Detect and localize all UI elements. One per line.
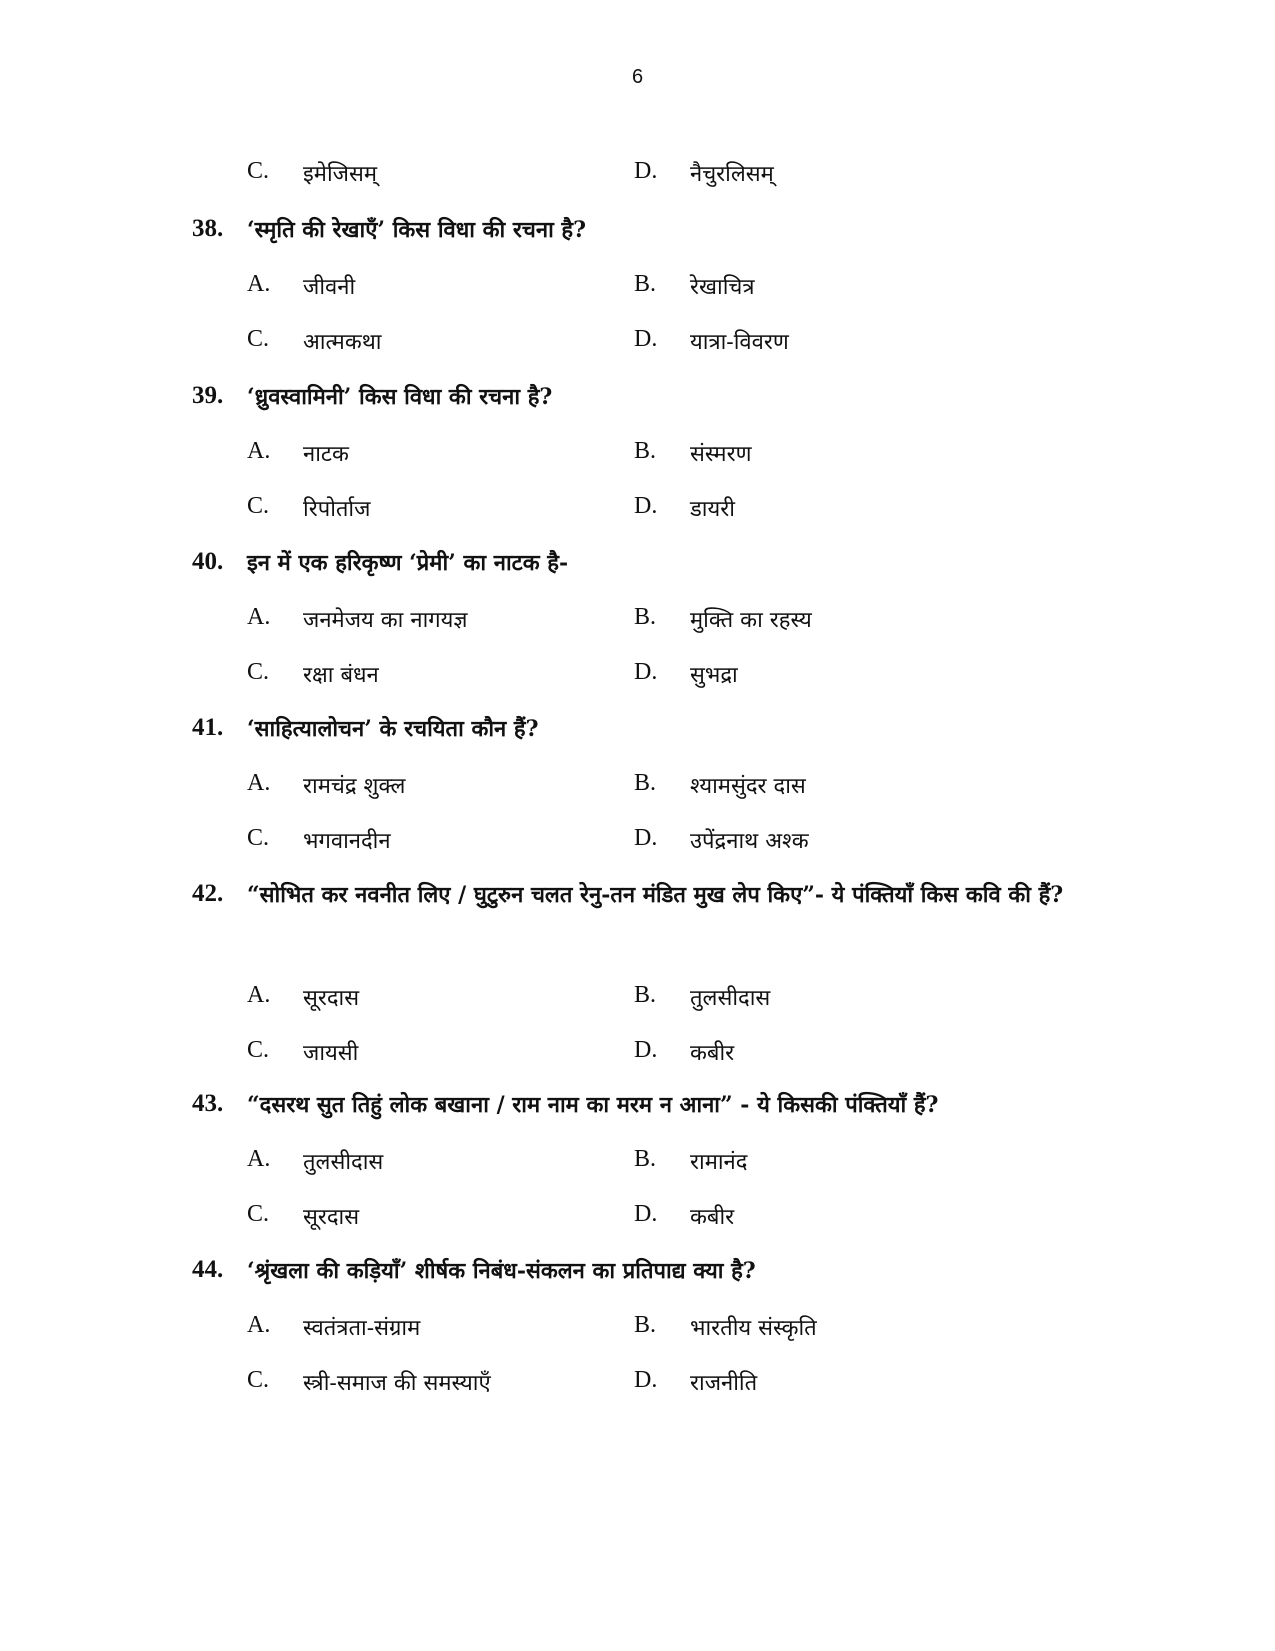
option-letter: B.: [634, 1312, 657, 1338]
option-text: रामचंद्र शुक्ल: [303, 774, 406, 799]
option-letter: B.: [634, 770, 657, 796]
option-text: भारतीय संस्कृति: [690, 1316, 817, 1341]
option-letter: D.: [634, 1201, 658, 1227]
question-number: 38.: [192, 215, 224, 242]
question-number: 39.: [192, 382, 224, 409]
option-letter: D.: [634, 1367, 658, 1393]
option-letter: D.: [634, 1037, 658, 1063]
option-text: नैचुरलिसम्: [690, 162, 774, 187]
option-text: भगवानदीन: [303, 829, 391, 854]
option-letter: C.: [247, 659, 270, 685]
option-letter: A.: [247, 1312, 271, 1338]
option-text: कबीर: [690, 1041, 735, 1066]
option-text: जायसी: [303, 1041, 359, 1066]
option-text: सुभद्रा: [690, 663, 738, 688]
option-text: कबीर: [690, 1205, 735, 1230]
carryover-options: [0, 158, 1275, 198]
option-text: आत्मकथा: [303, 330, 382, 355]
option-text: रक्षा बंधन: [303, 663, 379, 688]
option-letter: D.: [634, 158, 658, 184]
question-text: ‘श्रृंखला की कड़ियाँ’ शीर्षक निबंध-संकलन का प्रतिपाद्य क्या है?: [247, 1258, 756, 1284]
question-41: [0, 714, 1275, 880]
question-44: [0, 1256, 1275, 1422]
question-number: 41.: [192, 714, 224, 741]
option-letter: B.: [634, 438, 657, 464]
option-text: उपेंद्रनाथ अश्क: [690, 829, 809, 854]
option-letter: C.: [247, 1201, 270, 1227]
option-letter: C.: [247, 326, 270, 352]
option-text: नाटक: [303, 442, 349, 467]
option-text: रेखाचित्र: [690, 275, 755, 300]
option-text: स्वतंत्रता-संग्राम: [303, 1316, 421, 1341]
option-text: जीवनी: [303, 275, 356, 300]
option-letter: D.: [634, 493, 658, 519]
option-letter: A.: [247, 982, 271, 1008]
option-letter: D.: [634, 659, 658, 685]
option-text: सूरदास: [303, 986, 360, 1011]
option-text: तुलसीदास: [690, 986, 771, 1011]
option-letter: C.: [247, 825, 270, 851]
question-38: [0, 215, 1275, 381]
question-40: [0, 548, 1275, 714]
question-39: [0, 382, 1275, 548]
option-text: संस्मरण: [690, 442, 752, 467]
option-text: यात्रा-विवरण: [690, 330, 789, 355]
option-text: रामानंद: [690, 1150, 748, 1175]
question-text: ‘ध्रुवस्वामिनी’ किस विधा की रचना है?: [247, 384, 553, 410]
option-text: रिपोर्ताज: [303, 497, 371, 522]
question-number: 43.: [192, 1090, 224, 1117]
question-number: 40.: [192, 548, 224, 575]
page-number: 6: [631, 66, 644, 88]
option-text: श्यामसुंदर दास: [690, 774, 806, 799]
option-letter: D.: [634, 825, 658, 851]
option-letter: C.: [247, 1367, 270, 1393]
option-letter: D.: [634, 326, 658, 352]
option-letter: B.: [634, 982, 657, 1008]
option-letter: B.: [634, 271, 657, 297]
option-letter: A.: [247, 604, 271, 630]
question-text: इन में एक हरिकृष्ण ‘प्रेमी’ का नाटक है-: [247, 550, 569, 576]
option-text: जनमेजय का नागयज्ञ: [303, 608, 468, 633]
option-text: राजनीति: [690, 1371, 758, 1396]
question-text: ‘स्मृति की रेखाएँ’ किस विधा की रचना है?: [247, 217, 587, 243]
option-letter: B.: [634, 604, 657, 630]
question-number: 42.: [192, 880, 224, 907]
option-letter: A.: [247, 438, 271, 464]
option-letter: B.: [634, 1146, 657, 1172]
option-text: मुक्ति का रहस्य: [690, 608, 812, 633]
question-42: [0, 880, 1275, 1092]
option-letter: C.: [247, 493, 270, 519]
option-letter: A.: [247, 1146, 271, 1172]
question-text: ‘साहित्यालोचन’ के रचयिता कौन हैं?: [247, 716, 539, 742]
question-number: 44.: [192, 1256, 224, 1283]
option-letter: C.: [247, 158, 270, 184]
option-letter: C.: [247, 1037, 270, 1063]
question-text: “सोभित कर नवनीत लिए / घुटुरुन चलत रेनु-तन मंडित मुख लेप किए”- ये पंक्तियाँ किस कवि की हैं?: [247, 882, 1064, 908]
option-text: डायरी: [690, 497, 735, 522]
option-text: तुलसीदास: [303, 1150, 384, 1175]
question-43: [0, 1090, 1275, 1256]
option-letter: A.: [247, 271, 271, 297]
option-text: सूरदास: [303, 1205, 360, 1230]
option-letter: A.: [247, 770, 271, 796]
option-text: इमेजिसम्: [303, 162, 378, 187]
option-text: स्त्री-समाज की समस्याएँ: [303, 1371, 491, 1396]
question-text: “दसरथ सुत तिहुं लोक बखाना / राम नाम का मरम न आना” - ये किसकी पंक्तियाँ हैं?: [247, 1092, 939, 1118]
